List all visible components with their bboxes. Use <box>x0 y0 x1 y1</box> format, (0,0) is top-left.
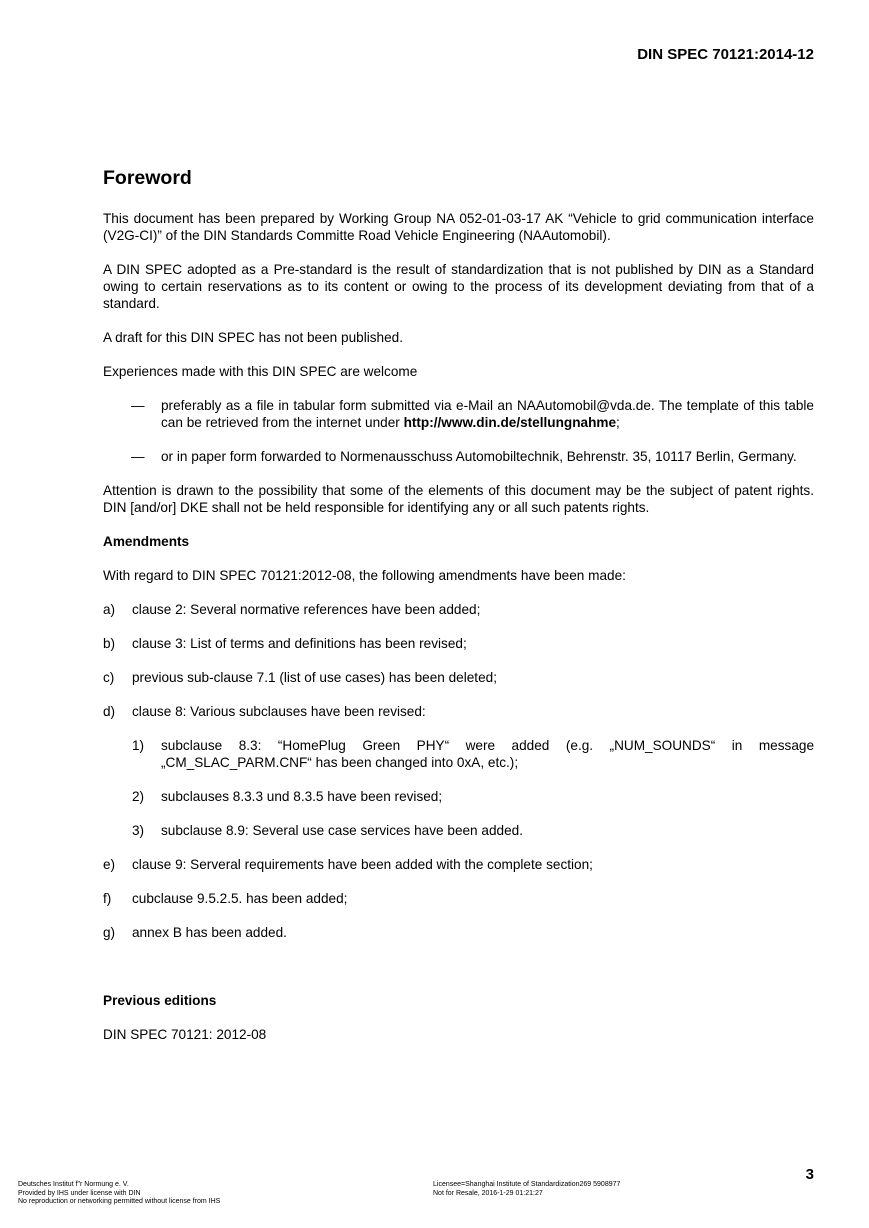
list-marker: g) <box>103 925 116 940</box>
side-watermark <box>806 1034 812 1144</box>
amendment-item <box>103 890 814 907</box>
page-number: 3 <box>805 1166 814 1183</box>
previous-editions-heading: Previous editions <box>103 993 217 1008</box>
list-item-text: subclause 8.9: Several use case services have been added. <box>161 823 523 838</box>
amendment-item <box>103 703 814 720</box>
dash-item-text-post: ; <box>616 415 620 430</box>
paragraph-intro: This document has been prepared by Working Group NA 052-01-03-17 AK “Vehicle to grid communication interface (V2G-CI)” of the DIN Standards Committe Road Vehicle Engineering (NAAutomobil). <box>103 211 814 243</box>
paragraph-experiences: Experiences made with this DIN SPEC are welcome <box>103 364 418 379</box>
dash-item-text-pre: preferably as a file in tabular form submitted via e-Mail an NAAutomobil@vda.de. The template of this table can be retrieved from the internet under <box>161 398 814 430</box>
list-item-text: clause 8: Various subclauses have been revised: <box>132 704 426 719</box>
footer-left <box>18 1181 220 1207</box>
amendment-sub-item <box>132 822 814 839</box>
list-item-text: previous sub-clause 7.1 (list of use cases) has been deleted; <box>132 670 497 685</box>
dash-marker: — <box>131 449 145 464</box>
footer-line: No reproduction or networking permitted without license from IHS <box>18 1198 221 1205</box>
list-marker: e) <box>103 857 116 872</box>
list-marker: c) <box>103 670 115 685</box>
list-marker: a) <box>103 602 116 617</box>
amendments-intro: With regard to DIN SPEC 70121:2012-08, the following amendments have been made: <box>103 568 626 583</box>
list-marker: d) <box>103 704 116 719</box>
list-marker: 2) <box>132 789 145 804</box>
list-marker: 3) <box>132 823 145 838</box>
amendment-sub-item <box>132 788 814 805</box>
footer-license <box>433 1181 620 1198</box>
section-spacer <box>103 958 814 992</box>
list-item-text: clause 9: Serveral requirements have been added with the complete section; <box>132 857 593 872</box>
amendment-item <box>103 856 814 873</box>
footer-line: Not for Resale, 2016-1-29 01:21:27 <box>433 1189 543 1197</box>
page-title: Foreword <box>103 167 192 189</box>
list-marker: b) <box>103 636 116 651</box>
paragraph-prestandard: A DIN SPEC adopted as a Pre-standard is the result of standardization that is not published by DIN as a Standard owing to certain reservations as to its content or owing to the process of its development deviating from that of a standard. <box>103 262 814 311</box>
footer-line: Deutsches Institut f"r Normung e. V. <box>18 1181 129 1188</box>
list-marker: 1) <box>132 738 145 753</box>
list-item-text: clause 3: List of terms and definitions has been revised; <box>132 636 467 651</box>
document-id: DIN SPEC 70121:2014-12 <box>637 46 814 63</box>
amendment-item <box>103 635 814 652</box>
list-item-text: subclauses 8.3.3 und 8.3.5 have been revised; <box>161 789 443 804</box>
amendment-sub-list <box>132 737 814 839</box>
amendments-heading: Amendments <box>103 534 190 549</box>
paragraph-patent: Attention is drawn to the possibility that some of the elements of this document may be the subject of patent rights. DIN [and/or] DKE shall not be held responsible for identifying any or all such patents rights. <box>103 483 814 515</box>
previous-editions-text: DIN SPEC 70121: 2012-08 <box>103 1027 267 1042</box>
list-item-text: clause 2: Several normative references have been added; <box>132 602 481 617</box>
list-marker: f) <box>103 891 112 906</box>
amendment-sub-item <box>132 737 814 771</box>
amendment-item <box>103 924 814 941</box>
dash-list-item <box>103 397 814 431</box>
amendment-item <box>103 601 814 618</box>
dash-list-item <box>103 448 814 465</box>
page-content <box>103 167 814 1060</box>
amendment-item <box>103 669 814 686</box>
stellungnahme-link[interactable]: http://www.din.de/stellungnahme <box>403 415 617 430</box>
list-item-text: annex B has been added. <box>132 925 287 940</box>
list-item-text: subclause 8.3: “HomePlug Green PHY“ were added (e.g. „NUM_SOUNDS“ in message „CM_SLAC_PARM.CNF“ has been changed into 0xA, etc.); <box>161 738 814 770</box>
paragraph-draft: A draft for this DIN SPEC has not been published. <box>103 330 403 345</box>
dash-marker: — <box>131 398 145 413</box>
dash-item-text: or in paper form forwarded to Normenausschuss Automobiltechnik, Behrenstr. 35, 10117 Berlin, Germany. <box>161 449 797 464</box>
list-item-text: cubclause 9.5.2.5. has been added; <box>132 891 348 906</box>
dash-item-text <box>161 397 814 431</box>
footer-line: Licensee=Shanghai Institute of Standardization269 5908977 <box>433 1181 621 1188</box>
footer-line: Provided by IHS under license with DIN <box>18 1189 141 1197</box>
